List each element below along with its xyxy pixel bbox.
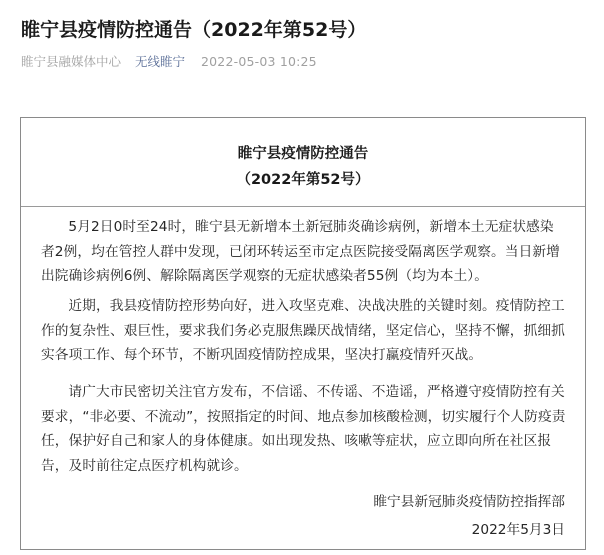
article-source: 睢宁县融媒体中心 [21,54,122,69]
notice-paragraph-3: 请广大市民密切关注官方发布，不信谣、不传谣、不造谣，严格遵守疫情防控有关要求，“非必要、不流动”，按照指定的时间、地点参加核酸检测，切实履行个人防疫责任，保护好自己和家人的身体健康。如出现发热、咳嗽等症状，应立即向所在社区报告，及时前往定点医疗机构就诊。 [41,384,566,474]
notice-number: （2022年第52号） [236,172,370,188]
account-link[interactable]: 无线睢宁 [135,54,186,69]
notice-signature: 睢宁县新冠肺炎疫情防控指挥部 [373,494,565,510]
notice-paragraph-1: 5月2日0时至24时，睢宁县无新增本土新冠肺炎确诊病例，新增本土无症状感染者2例，均在管控人群中发现，已闭环转运至市定点医院接受隔离医学观察。当日新增出院确诊病例6例、解除隔离医学观察的无症状感染者55例（均为本土）。 [41,219,560,284]
article-title: 睢宁县疫情防控通告（2022年第52号） [21,19,367,41]
article-meta [21,53,317,71]
notice-date: 2022年5月3日 [471,522,565,538]
notice-divider [21,206,585,207]
publish-date: 2022-05-03 10:25 [201,54,317,69]
notice-title: 睢宁县疫情防控通告 [237,146,369,162]
notice-card [20,117,586,550]
notice-paragraph-2: 近期，我县疫情防控形势向好，进入攻坚克难、决战决胜的关键时刻。疫情防控工作的复杂性、艰巨性，要求我们务必克服焦躁厌战情绪，坚定信心，坚持不懈，抓细抓实各项工作、每个环节，不断巩固疫情防控成果，坚决打赢疫情歼灭战。 [41,298,565,363]
